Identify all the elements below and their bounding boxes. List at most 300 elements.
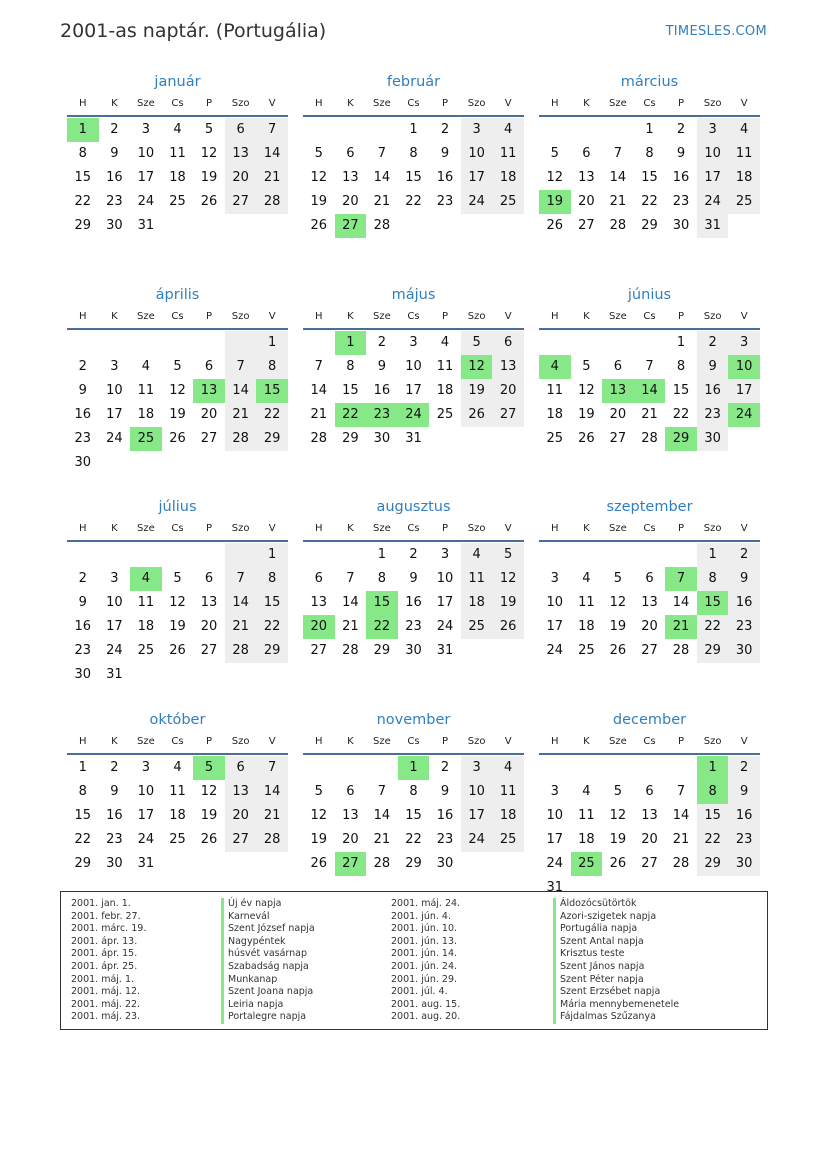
day-cell: 26	[609, 855, 627, 871]
weekday-label: Sze	[609, 98, 627, 109]
empty-cell	[602, 331, 634, 355]
day-cell: 13	[342, 170, 359, 185]
day-grid	[303, 117, 524, 238]
empty-cell	[99, 331, 131, 355]
day-cell: 7	[314, 358, 323, 374]
day-cell: 18	[492, 804, 524, 828]
day-cell: 9	[110, 783, 119, 799]
day-cell: 26	[546, 218, 564, 233]
day-cell: 20	[492, 379, 524, 403]
weekday-label: K	[347, 98, 354, 109]
month-1	[303, 72, 524, 285]
day-cell: 6	[204, 571, 214, 586]
weekday-label: Sze	[137, 523, 155, 534]
day-cell: 22	[672, 406, 690, 422]
weekday-label: H	[79, 523, 87, 534]
day-cell: 8	[409, 146, 418, 161]
weekday-label: H	[315, 310, 323, 322]
day-cell: 9	[377, 358, 387, 374]
month-name: április	[155, 286, 200, 303]
weekday-header	[303, 305, 524, 330]
day-cell: 19	[200, 807, 218, 823]
day-cell: 8	[645, 146, 654, 161]
day-cell: 20	[225, 166, 257, 190]
empty-cell	[366, 118, 398, 142]
day-cell: 29	[256, 639, 288, 663]
day-cell: 19	[539, 190, 571, 214]
holiday-names-col-2	[553, 898, 773, 1029]
day-cell: 15	[697, 591, 729, 615]
day-grid	[303, 755, 524, 876]
weekday-label: P	[442, 735, 449, 747]
day-cell: 27	[335, 852, 367, 876]
empty-cell	[492, 639, 524, 663]
day-cell: 30	[74, 454, 92, 470]
month-6	[67, 497, 288, 710]
day-cell: 20	[578, 194, 595, 209]
month-name: február	[386, 74, 441, 90]
weekday-label: Sze	[373, 735, 391, 747]
day-cell: 2	[78, 358, 87, 374]
day-cell: 18	[436, 382, 454, 398]
empty-cell	[225, 451, 257, 475]
weekday-label: P	[678, 310, 685, 322]
holiday-date: 2001. máj. 1.	[71, 973, 135, 985]
empty-cell	[539, 543, 571, 567]
weekday-label: Szo	[467, 735, 486, 747]
day-cell: 31	[106, 667, 123, 682]
holiday-date: 2001. aug. 20.	[391, 1011, 461, 1023]
day-cell: 29	[697, 639, 729, 663]
day-cell: 1	[335, 331, 367, 355]
day-cell: 2	[676, 122, 686, 137]
day-cell: 5	[550, 146, 559, 161]
day-cell: 1	[256, 331, 288, 355]
weekday-label: Cs	[407, 523, 420, 534]
site-logo[interactable]: TIMESLES.COM	[665, 24, 767, 39]
day-cell: 24	[728, 403, 760, 427]
holiday-date: 2001. febr. 27.	[71, 910, 141, 922]
day-cell: 24	[106, 643, 123, 658]
weekday-label: H	[551, 98, 559, 109]
empty-cell	[602, 756, 634, 780]
day-cell: 14	[256, 780, 288, 804]
day-cell: 29	[256, 427, 288, 451]
day-cell: 25	[169, 831, 186, 847]
day-cell: 5	[613, 783, 623, 799]
day-cell: 26	[310, 218, 328, 233]
day-cell: 27	[335, 214, 367, 238]
weekday-label: K	[583, 735, 590, 747]
day-cell: 11	[492, 780, 524, 804]
holiday-name: Mária mennybemenetele	[553, 999, 773, 1012]
day-cell: 12	[609, 595, 627, 610]
day-grid	[67, 755, 288, 876]
day-cell: 16	[405, 595, 422, 610]
day-cell: 11	[137, 382, 155, 398]
day-cell: 7	[225, 567, 257, 591]
day-cell: 27	[225, 828, 257, 852]
empty-cell	[492, 852, 524, 876]
day-cell: 4	[440, 334, 450, 350]
day-cell: 23	[106, 194, 123, 209]
weekday-label: Szo	[231, 310, 250, 322]
day-cell: 7	[225, 355, 257, 379]
day-cell: 15	[366, 591, 398, 615]
weekday-header	[303, 92, 524, 117]
day-cell: 14	[609, 170, 627, 185]
month-0	[67, 72, 288, 285]
day-grid	[539, 330, 760, 451]
day-cell: 1	[409, 122, 418, 137]
holiday-name: Új év napja	[221, 898, 391, 911]
holiday-name: Szent Péter napja	[553, 974, 773, 987]
holiday-name: Szent Erzsébet napja	[553, 986, 773, 999]
month-7	[303, 497, 524, 710]
day-cell: 3	[141, 759, 151, 775]
day-cell: 28	[225, 427, 257, 451]
day-cell: 21	[225, 615, 257, 639]
day-cell: 17	[461, 166, 493, 190]
day-cell: 5	[582, 358, 591, 374]
day-cell: 7	[377, 783, 387, 799]
weekday-label: Szo	[703, 310, 722, 322]
day-cell: 5	[204, 122, 214, 137]
day-cell: 18	[137, 406, 155, 422]
weekday-header	[303, 730, 524, 755]
empty-cell	[193, 331, 225, 355]
day-cell: 14	[342, 595, 359, 610]
holiday-name: Szent József napja	[221, 923, 391, 936]
holiday-date: 2001. máj. 22.	[71, 998, 141, 1010]
day-cell: 8	[78, 783, 87, 799]
holiday-name: Nagypéntek	[221, 936, 391, 949]
day-cell: 26	[492, 615, 524, 639]
empty-cell	[99, 451, 131, 475]
day-cell: 18	[546, 406, 564, 422]
day-cell: 12	[461, 355, 493, 379]
day-cell: 18	[137, 619, 155, 634]
empty-cell	[461, 852, 493, 876]
weekday-label: Sze	[609, 310, 627, 322]
month-name: május	[391, 286, 436, 303]
day-grid	[303, 330, 524, 451]
day-cell: 17	[728, 379, 760, 403]
weekday-label: H	[79, 735, 87, 747]
holiday-date: 2001. jún. 13.	[391, 935, 458, 947]
day-cell: 24	[106, 430, 123, 446]
day-cell: 18	[728, 166, 760, 190]
day-cell: 16	[728, 804, 760, 828]
day-cell: 6	[346, 783, 355, 799]
day-cell: 26	[169, 643, 186, 658]
day-cell: 29	[697, 852, 729, 876]
day-cell: 19	[169, 406, 186, 422]
day-cell: 1	[67, 118, 99, 142]
day-cell: 28	[672, 855, 690, 871]
weekday-label: Sze	[373, 98, 391, 109]
empty-cell	[492, 214, 524, 238]
empty-cell	[303, 331, 335, 355]
holiday-name: Szabadság napja	[221, 961, 391, 974]
weekday-label: Cs	[407, 98, 420, 109]
day-cell: 29	[405, 855, 422, 871]
day-cell: 20	[200, 406, 218, 422]
weekday-label: K	[111, 98, 118, 109]
day-cell: 22	[256, 615, 288, 639]
day-cell: 19	[609, 831, 627, 847]
holiday-name: Portugália napja	[553, 923, 773, 936]
month-4	[303, 285, 524, 498]
day-cell: 17	[106, 619, 123, 634]
day-cell: 15	[405, 170, 422, 185]
day-cell: 26	[461, 403, 493, 427]
day-cell: 24	[398, 403, 430, 427]
empty-cell	[162, 451, 194, 475]
empty-cell	[429, 214, 461, 238]
holiday-names-col-1	[221, 898, 391, 1029]
day-cell: 3	[461, 756, 493, 780]
day-cell: 11	[137, 595, 155, 610]
weekday-label: K	[583, 98, 590, 109]
day-cell: 10	[137, 146, 155, 161]
empty-cell	[634, 543, 666, 567]
day-cell: 21	[256, 804, 288, 828]
weekday-label: Cs	[171, 310, 184, 322]
day-cell: 21	[373, 194, 391, 209]
weekday-header	[303, 517, 524, 542]
day-cell: 16	[436, 807, 454, 823]
day-cell: 4	[130, 567, 162, 591]
holiday-name: Munkanap	[221, 974, 391, 987]
empty-cell	[193, 663, 225, 687]
day-cell: 6	[204, 358, 214, 374]
weekday-label: P	[678, 98, 685, 109]
day-cell: 13	[225, 142, 257, 166]
weekday-label: K	[347, 310, 354, 322]
day-cell: 19	[169, 619, 186, 634]
weekday-label: K	[111, 310, 118, 322]
holiday-date: 2001. jún. 4.	[391, 910, 452, 922]
day-cell: 3	[110, 358, 119, 374]
day-cell: 24	[436, 619, 454, 634]
holiday-name: Leiria napja	[221, 999, 391, 1012]
day-cell: 27	[200, 643, 218, 658]
day-cell: 2	[377, 334, 387, 350]
weekday-label: H	[315, 735, 323, 747]
holiday-name: Szent János napja	[553, 961, 773, 974]
day-cell: 29	[74, 218, 92, 233]
day-cell: 30	[373, 430, 391, 446]
month-3	[67, 285, 288, 498]
day-cell: 20	[200, 619, 218, 634]
empty-cell	[162, 663, 194, 687]
day-cell: 22	[641, 194, 658, 209]
weekday-label: H	[79, 310, 87, 322]
empty-cell	[130, 543, 162, 567]
day-cell: 10	[697, 142, 729, 166]
day-cell: 30	[728, 639, 760, 663]
day-cell: 14	[225, 591, 257, 615]
day-cell: 23	[436, 831, 454, 847]
day-cell: 11	[578, 807, 595, 823]
empty-cell	[303, 543, 335, 567]
holiday-name: húsvét vasárnap	[221, 948, 391, 961]
day-cell: 6	[225, 118, 257, 142]
holiday-date: 2001. jún. 14.	[391, 948, 458, 960]
weekday-header	[539, 517, 760, 542]
day-cell: 3	[697, 118, 729, 142]
day-cell: 13	[193, 379, 225, 403]
empty-cell	[429, 427, 461, 451]
weekday-header	[539, 730, 760, 755]
weekday-label: Cs	[643, 523, 656, 534]
day-cell: 13	[641, 807, 658, 823]
day-cell: 10	[106, 595, 123, 610]
day-cell: 6	[492, 331, 524, 355]
empty-cell	[539, 756, 571, 780]
weekday-label: Sze	[137, 98, 155, 109]
weekday-label: Cs	[407, 735, 420, 747]
day-cell: 13	[310, 595, 328, 610]
month-name: március	[620, 74, 679, 90]
empty-cell	[225, 543, 257, 567]
day-cell: 24	[697, 190, 729, 214]
weekday-header	[539, 305, 760, 330]
day-cell: 14	[672, 595, 690, 610]
empty-cell	[571, 543, 603, 567]
day-cell: 8	[697, 567, 729, 591]
day-cell: 10	[106, 382, 123, 398]
empty-cell	[225, 331, 257, 355]
empty-cell	[67, 331, 99, 355]
day-cell: 18	[492, 166, 524, 190]
day-cell: 23	[106, 831, 123, 847]
holiday-date: 2001. jan. 1.	[71, 898, 131, 909]
empty-cell	[728, 427, 760, 451]
day-cell: 19	[609, 619, 627, 634]
day-cell: 20	[609, 406, 627, 422]
holiday-date: 2001. máj. 24.	[391, 898, 461, 909]
day-cell: 18	[578, 619, 595, 634]
empty-cell	[67, 543, 99, 567]
day-cell: 7	[665, 567, 697, 591]
holiday-name: Szent Antal napja	[553, 936, 773, 949]
holiday-legend	[60, 891, 768, 1030]
day-cell: 30	[672, 218, 690, 233]
day-cell: 26	[310, 855, 328, 871]
day-cell: 23	[697, 403, 729, 427]
day-cell: 13	[492, 355, 524, 379]
weekday-label: Szo	[467, 310, 486, 322]
weekday-header	[67, 305, 288, 330]
day-cell: 1	[398, 756, 430, 780]
empty-cell	[634, 756, 666, 780]
day-cell: 8	[377, 571, 387, 586]
day-cell: 31	[546, 879, 564, 895]
day-cell: 31	[137, 855, 155, 871]
weekday-label: Szo	[467, 523, 486, 534]
day-cell: 8	[676, 358, 686, 374]
day-cell: 2	[110, 122, 119, 137]
day-cell: 13	[578, 170, 595, 185]
month-2	[539, 72, 760, 285]
weekday-label: Szo	[703, 98, 722, 109]
day-cell: 26	[578, 430, 595, 446]
day-cell: 7	[346, 571, 355, 586]
day-cell: 9	[78, 382, 87, 398]
day-cell: 23	[366, 403, 398, 427]
day-cell: 12	[546, 170, 564, 185]
day-cell: 30	[728, 852, 760, 876]
day-cell: 10	[405, 358, 422, 374]
day-cell: 19	[310, 831, 328, 847]
day-cell: 16	[672, 170, 690, 185]
day-cell: 10	[728, 355, 760, 379]
day-cell: 29	[373, 643, 391, 658]
empty-cell	[162, 543, 194, 567]
day-cell: 7	[676, 783, 686, 799]
day-cell: 12	[310, 170, 328, 185]
day-cell: 5	[173, 571, 182, 586]
day-cell: 6	[645, 783, 654, 799]
day-cell: 12	[492, 567, 524, 591]
day-cell: 28	[342, 643, 359, 658]
day-cell: 25	[571, 852, 603, 876]
day-cell: 11	[492, 142, 524, 166]
day-cell: 8	[697, 780, 729, 804]
day-cell: 12	[578, 382, 595, 398]
day-cell: 20	[641, 831, 658, 847]
day-cell: 3	[440, 547, 450, 562]
month-name: augusztus	[376, 499, 451, 515]
day-cell: 9	[78, 595, 87, 610]
day-cell: 17	[461, 804, 493, 828]
day-cell: 25	[137, 643, 155, 658]
empty-cell	[571, 331, 603, 355]
day-cell: 15	[256, 591, 288, 615]
day-cell: 21	[665, 615, 697, 639]
day-cell: 9	[110, 146, 119, 161]
weekday-label: K	[111, 735, 118, 747]
day-cell: 14	[373, 170, 391, 185]
month-8	[539, 497, 760, 710]
day-cell: 11	[436, 358, 454, 374]
day-cell: 16	[436, 170, 454, 185]
weekday-header	[67, 730, 288, 755]
holiday-name: Azori-szigetek napja	[553, 911, 773, 924]
day-cell: 4	[141, 358, 151, 374]
day-cell: 24	[546, 643, 564, 658]
weekday-label: P	[442, 98, 449, 109]
weekday-label: V	[268, 735, 276, 747]
day-cell: 22	[256, 403, 288, 427]
holiday-name: Portalegre napja	[221, 1011, 391, 1024]
weekday-label: P	[206, 310, 213, 322]
day-cell: 22	[74, 831, 92, 847]
day-cell: 23	[728, 828, 760, 852]
day-cell: 5	[173, 358, 182, 374]
day-cell: 12	[169, 595, 186, 610]
weekday-label: P	[678, 523, 685, 534]
day-cell: 24	[137, 831, 155, 847]
day-cell: 18	[169, 807, 186, 823]
day-cell: 4	[582, 783, 591, 799]
day-cell: 16	[74, 619, 92, 634]
weekday-label: Sze	[137, 310, 155, 322]
empty-cell	[256, 663, 288, 687]
weekday-label: H	[551, 523, 559, 534]
